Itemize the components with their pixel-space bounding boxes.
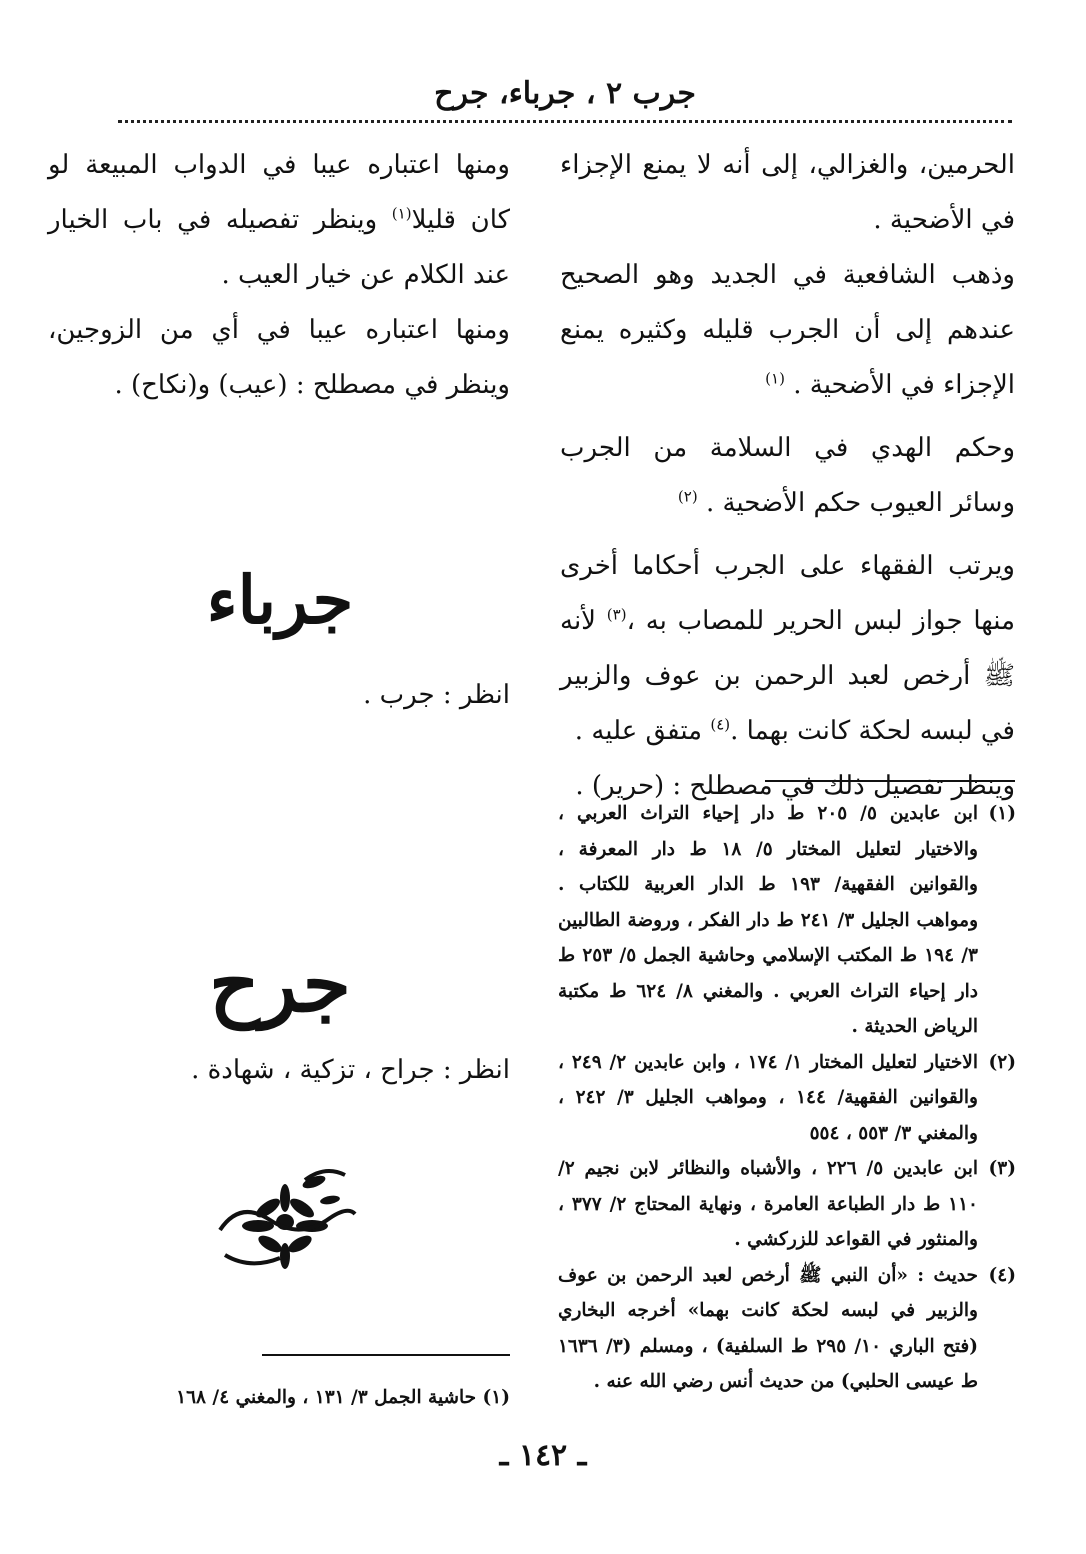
footnote-ref-1[interactable]: (١): [765, 369, 785, 388]
footnote-separator-left: [262, 1354, 510, 1356]
entry-title-jarh: جرح: [209, 939, 351, 1030]
footnote-1-text: ابن عابدين ٥/ ٢٠٥ ط دار إحياء التراث العربي ، والاختيار لتعليل المختار ٥/ ١٨ ط دار المعرفة ، والقوانين الفقهية/ ١٩٣ ط الدار العربية للكتاب . ومواهب الجليل ٣/ ٢٤١ ط دار الفكر ، وروضة الطالبين ٣/ ١٩٤ ط المكتب الإسلامي وحاشية الجمل ٥/ ٢٥٣ ط دار إحياء التراث العربي . والمغني ٨/ ٦٢٤ ط مكتبة الرياض الحديثة .: [558, 803, 979, 1037]
right-paragraph-2: [560, 248, 1015, 413]
left-paragraph-1-text-a: ومنها اعتباره عيبا في الدواب المبيعة لو كان قليلا: [48, 150, 510, 235]
footnote-ref-4[interactable]: (٤): [710, 715, 731, 734]
right-paragraph-5: وينظر تفصيل ذلك في مصطلح : (حرير) .: [575, 771, 1015, 801]
page-number: ـ ١٤٢ ـ: [499, 1438, 587, 1473]
footnote-3-text: ابن عابدين ٥/ ٢٢٦ ، والأشباه والنظائر لابن نجيم ٢/ ١١٠ ط دار الطباعة العامرة ، ونهاية المحتاج ٢/ ٣٧٧ ، والمنثور في القواعد للزركشي .: [558, 1158, 978, 1250]
footnote-ref-left-1[interactable]: (١): [391, 204, 412, 223]
footnote-2-number: (٢): [988, 1051, 1016, 1073]
right-column: [560, 138, 1015, 814]
left-paragraph-2: ومنها اعتباره عيبا في أي من الزوجين، وينظر في مصطلح : (عيب) و(نكاح) .: [48, 315, 510, 400]
footnote-1-number: (١): [988, 803, 1016, 824]
footnote-left-1: (١) حاشية الجمل ٣/ ١٣١ ، والمغني ٤/ ١٦٨: [176, 1387, 510, 1408]
right-paragraph-4-text-c: متفق عليه .: [574, 716, 703, 746]
left-paragraph-1-text-b: وينظر تفصيله في باب الخيار عند الكلام عن خيار العيب .: [48, 205, 510, 290]
running-head: جرب ٢ ، جرباء، جرح: [434, 76, 696, 111]
entry-see-jarba: انظر : جرب .: [363, 680, 510, 710]
footnote-4-number: (٤): [988, 1264, 1016, 1286]
right-paragraph-3: [560, 421, 1015, 531]
right-paragraph-4-text-b: لأنه ﷺ أرخص لعبد الرحمن بن عوف والزبير في لبسه لحكة كانت بهما .: [560, 606, 1015, 746]
entry-title-jarba: جرباء: [206, 561, 354, 639]
footnote-4-text: حديث : «أن النبي ﷺ أرخص لعبد الرحمن بن عوف والزبير في لبسه لحكة كانت بهما» أخرجه البخاري (فتح الباري ١٠/ ٢٩٥ ط السلفية) ، ومسلم (٣/ ١٦٣٦ ط عيسى الحلبي) من حديث أنس رضي الله عنه .: [558, 1264, 979, 1392]
footnote-4: [558, 1258, 1016, 1400]
footnote-ref-3[interactable]: (٣): [606, 605, 627, 624]
entry-see-jarh: انظر : جراح ، تزكية ، شهادة .: [191, 1055, 510, 1085]
footnote-3: [558, 1151, 1016, 1258]
floral-ornament: [210, 1160, 360, 1280]
right-paragraph-4-text-a: ويرتب الفقهاء على الجرب أحكاما أخرى منها جواز لبس الحرير للمصاب به ،: [560, 551, 1015, 636]
footnote-2-text: الاختيار لتعليل المختار ١/ ١٧٤ ، وابن عابدين ٢/ ٢٤٩ ، والقوانين الفقهية/ ١٤٤ ، ومواهب الجليل ٣/ ٢٤٢ ، والمغني ٣/ ٥٥٣ ، ٥٥٤: [558, 1051, 978, 1144]
footnote-2: [558, 1045, 1016, 1152]
right-paragraph-2-text: وذهب الشافعية في الجديد وهو الصحيح عندهم إلى أن الجرب قليله وكثيره يمنع الإجزاء في الأضحية .: [560, 260, 1015, 400]
left-column: [48, 138, 510, 413]
right-paragraph-1: الحرمين، والغزالي، إلى أنه لا يمنع الإجزاء في الأضحية .: [560, 150, 1015, 235]
footnote-1: [558, 796, 1016, 1045]
right-paragraph-3-text: وحكم الهدي في السلامة من الجرب وسائر العيوب حكم الأضحية .: [560, 433, 1015, 518]
left-paragraph-1: [48, 138, 510, 303]
footnote-3-number: (٣): [988, 1158, 1016, 1179]
header-dotted-rule: [118, 120, 1012, 123]
footnote-ref-2[interactable]: (٢): [677, 487, 698, 506]
footnote-separator-right: [765, 780, 1015, 782]
footnotes-right: [558, 796, 1016, 1400]
right-paragraph-4: [560, 539, 1015, 759]
